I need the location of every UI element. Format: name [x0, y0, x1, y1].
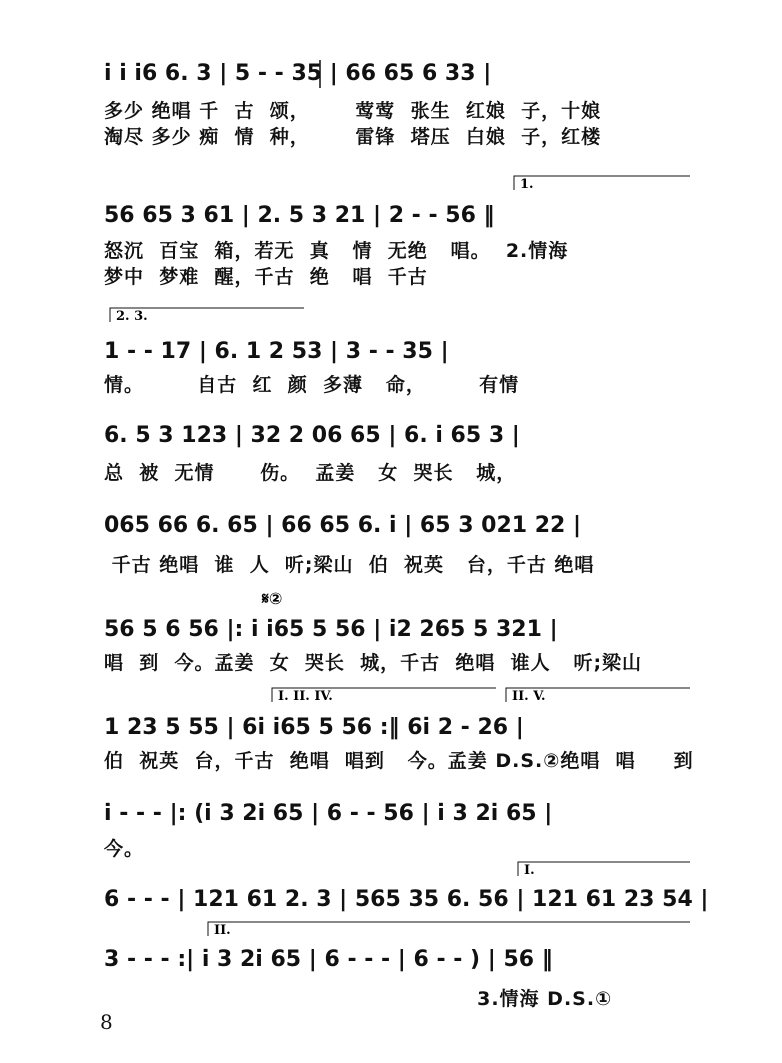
- volta-label-2: II. V.: [512, 689, 546, 704]
- system-1: [0, 50, 782, 160]
- lyrics-verse-1: 唱 到 今。孟姜 女 哭长 城，千古 绝唱 谁人 听;梁山: [104, 652, 643, 674]
- lyrics-verse-1: 多少 绝唱 千 古 颂， 莺莺 张生 红娘 子，十娘: [104, 100, 602, 122]
- notes-line-8: [0, 790, 782, 830]
- volta-label-1: I. II. IV.: [278, 689, 333, 704]
- lyrics-verse-2: 梦中 梦难 醒，千古 绝 唱 千古: [104, 266, 428, 288]
- lyrics-verse-1: 3.情海 D.S.①: [104, 988, 613, 1010]
- system-5: [0, 502, 782, 582]
- notes-text: i̇ i̇ i̇6 6. 3 | 5 - - 35 | 66 65 6 33 |: [104, 61, 492, 86]
- volta-label: I.: [524, 863, 535, 878]
- system-7: [0, 684, 782, 774]
- volta-bracket: [0, 918, 782, 938]
- notes-text: 065 66 6. 65 | 66 65 6. i̇ | 65 3 021 22 |: [104, 513, 582, 538]
- system-3: [0, 304, 782, 394]
- notes-line-7: [0, 704, 782, 744]
- system-9: [0, 858, 782, 918]
- system-6: [0, 586, 782, 676]
- lyrics-verse-1: 怒沉 百宝 箱，若无 真 情 无绝 唱。 2.情海: [104, 240, 569, 262]
- notes-text: i̇ - - - |: (i̇ 3 2i̇ 65 | 6 - - 56 | i̇ 3 2i̇ 65 |: [104, 801, 553, 826]
- notes-text: 56 65 3 61 | 2. 5 3 21 | 2 - - 56 ‖: [104, 203, 495, 228]
- notes-text: 6. 5 3 123 | 32 2 06 65 | 6. i̇ 65 3 |: [104, 423, 520, 448]
- lyrics-verse-2: 淘尽 多少 痴 情 种， 雷锋 塔压 白娘 子，红楼: [104, 126, 602, 148]
- lyrics-verse-1: 总 被 无情 伤。 孟姜 女 哭长 城，: [104, 462, 517, 484]
- volta-bracket: [0, 172, 782, 192]
- system-2: [0, 172, 782, 288]
- system-8: [0, 790, 782, 860]
- notes-text: 1 - - 17 | 6. 1 2 53 | 3 - - 35 |: [104, 339, 449, 364]
- lyrics-verse-1: 千古 绝唱 谁 人 听;梁山 伯 祝英 台，千古 绝唱: [104, 554, 595, 576]
- notes-text: 1 23 5 55 | 6i̇ i̇65 5 56 :‖ 6i̇ 2 - 26 |: [104, 715, 524, 740]
- volta-label: 2. 3.: [116, 309, 148, 324]
- volta-brackets: [0, 684, 782, 704]
- notes-line-9: [0, 876, 782, 916]
- notes-line-6: [0, 606, 782, 646]
- notes-text: 56 5 6 56 |: i̇ i̇65 5 56 | i̇2 265 5 321 |: [104, 617, 558, 642]
- system-4: [0, 412, 782, 492]
- notes-line-2: [0, 192, 782, 232]
- notes-line-5: [0, 502, 782, 542]
- volta-label: 1.: [520, 177, 534, 192]
- lyrics-verse-1: 今。: [104, 838, 145, 860]
- lyrics-verse-1: 情。 自古 红 颜 多薄 命， 有情: [104, 374, 520, 396]
- system-10: [0, 918, 782, 1008]
- volta-bracket: [0, 304, 782, 324]
- page-number: 8: [100, 1010, 113, 1034]
- notes-line-3: [0, 328, 782, 368]
- notes-text: 6 - - - | 121 61 2. 3 | 565 35 6. 56 | 121 61 23 54 |: [104, 887, 709, 912]
- volta-bracket: [0, 858, 782, 878]
- notes-text: 3 - - - :| i̇ 3 2i̇ 65 | 6 - - - | 6 - - ) | 56 ‖: [104, 947, 553, 972]
- notes-line-1: [0, 50, 782, 90]
- lyrics-verse-1: 伯 祝英 台，千古 绝唱 唱到 今。孟姜 D.S.②绝唱 唱 到: [104, 750, 694, 772]
- volta-label: II.: [214, 923, 231, 938]
- notes-line-4: [0, 412, 782, 452]
- segno-text: 𝄋②: [262, 589, 283, 608]
- notes-line-10: [0, 936, 782, 976]
